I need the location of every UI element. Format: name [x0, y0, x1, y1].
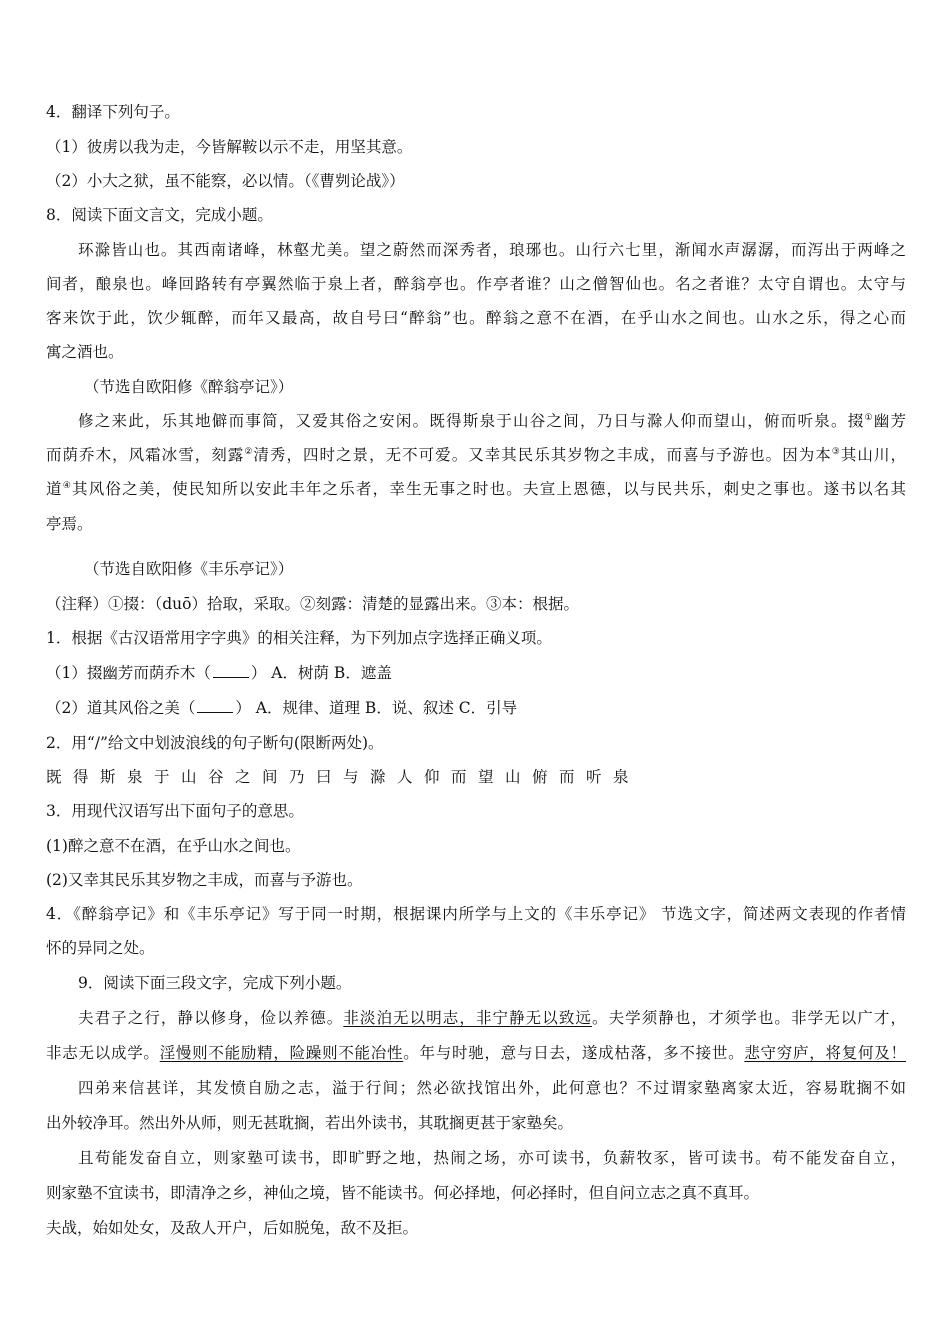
passage-a-line-2: 间者，酿泉也。峰回路转有亭翼然临于泉上者，醉翁亭也。作亭者谁？山之僧智仙也。名之者谁？太守自谓也。太守与: [46, 275, 906, 293]
sub4-line-1: 4．《醉翁亭记》和《丰乐亭记》写于同一时期，根据课内所学与上文的《丰乐亭记》 节选文字，简述两文表现的作者情: [46, 905, 906, 923]
q4-title: 4．翻译下列句子。: [46, 103, 180, 121]
q9-para3-line-2: 则家塾不宜读书，即清净之乡，神仙之境，皆不能读书。何必择地，何必择时，但自问立志之真不真耳。: [46, 1184, 760, 1202]
q4-sentence-2: （2）小大之狱，虽不能察，必以情。（《曹刿论战》）: [46, 172, 405, 190]
sub1-title: 1．根据《古汉语常用字字典》的相关注释，为下列加点字选择正确义项。: [46, 629, 552, 647]
q9-title: 9．阅读下面三段文字，完成下列小题。: [78, 974, 352, 992]
q9-para4: 夫战，始如处女，及敌人开户，后如脱兔，敌不及拒。: [46, 1219, 419, 1237]
sub1-item-1: （1）掇幽芳而荫乔木（ ） A．树荫 B．遮盖: [46, 664, 392, 682]
footnote-marker-4: ④: [62, 480, 72, 491]
q9-para1-line-1: 夫君子之行，静以修身，俭以养德。非淡泊无以明志，非宁静无以致远。夫学须静也，才须学也。非学无以广才，: [78, 1009, 906, 1027]
q8-title: 8．阅读下面文言文，完成小题。: [46, 206, 273, 224]
underlined-sentence-3: 悲守穷庐，将复何及！: [744, 1044, 906, 1062]
sub3-sentence-1: (1)醉之意不在酒，在乎山水之间也。: [46, 837, 301, 855]
passage-b-source: （节选自欧阳修《丰乐亭记》）: [84, 560, 294, 578]
q4-sentence-1: （1）彼虏以我为走，今皆解鞍以示不走，用坚其意。: [46, 138, 413, 156]
sub1-item-2: （2）道其风俗之美（ ） A．规律、道理 B．说、叙述 C．引导: [46, 699, 518, 717]
passage-b-line-3: 道④其风俗之美，使民知所以安此丰年之乐者，幸生无事之时也。夫宣上恩德，以与民共乐，刺史之事也。遂书以名其: [46, 480, 906, 498]
passage-b-line-2: 而荫乔木，风霜冰雪，刻露②清秀，四时之景，无不可爱。又幸其民乐其岁物之丰成，而喜与予游也。因为本③其山川，: [46, 446, 906, 464]
answer-blank[interactable]: [213, 663, 249, 678]
q9-para2-line-2: 出外较净耳。然出外从师，则无甚耽搁，若出外读书，其耽搁更甚于家塾矣。: [46, 1114, 574, 1132]
sub3-sentence-2: (2)又幸其民乐其岁物之丰成，而喜与予游也。: [46, 871, 363, 889]
sub3-title: 3．用现代汉语写出下面句子的意思。: [46, 802, 304, 820]
passage-a-line-4: 寓之酒也。: [46, 343, 124, 361]
underlined-sentence-1: 非淡泊无以明志，非宁静无以致远: [343, 1009, 593, 1027]
footnote-marker-2: ②: [244, 446, 254, 457]
q9-para2-line-1: 四弟来信甚详，其发愤自励之志，溢于行间；然必欲找馆出外，此何意也？不过谓家塾离家太近，容易耽搁不如: [78, 1079, 906, 1097]
passage-a-source: （节选自欧阳修《醉翁亭记》）: [84, 378, 294, 396]
sub2-sentence: 既得斯泉于山谷之间乃曰与滁人仰而望山俯而听泉: [46, 768, 641, 786]
passage-a-line-1: 环滁皆山也。其西南诸峰，林壑尤美。望之蔚然而深秀者，琅琊也。山行六七里，渐闻水声潺潺，而泻出于两峰之: [78, 241, 906, 259]
q9-para3-line-1: 且苟能发奋自立，则家塾可读书，即旷野之地，热闹之场，亦可读书，负薪牧豕，皆可读书。苟不能发奋自立，: [78, 1149, 906, 1167]
underlined-sentence-2: 淫慢则不能励精，险躁则不能冶性: [159, 1044, 404, 1062]
sub2-title: 2．用“/”给文中划波浪线的句子断句(限断两处)。: [46, 734, 384, 752]
sub4-line-2: 怀的异同之处。: [46, 939, 155, 957]
q9-para1-line-2: 非志无以成学。淫慢则不能励精，险躁则不能冶性。年与时驰，意与日去，遂成枯落，多不接世。悲守穷庐，将复何及！: [46, 1044, 906, 1062]
passage-a-line-3: 客来饮于此，饮少辄醉，而年又最高，故自号曰“醉翁”也。醉翁之意不在酒，在乎山水之间也。山水之乐，得之心而: [46, 309, 906, 327]
passage-b-line-1: 修之来此，乐其地僻而事简，又爱其俗之安闲。既得斯泉于山谷之间，乃日与滁人仰而望山，俯而听泉。掇①幽芳: [78, 412, 906, 430]
footnote-marker-1: ①: [864, 412, 874, 423]
answer-blank[interactable]: [197, 698, 233, 713]
footnote-marker-3: ③: [831, 446, 841, 457]
passage-b-line-4: 亭焉。: [46, 515, 93, 533]
annotations: （注释）①掇：（duō）拾取，采取。②刻露：清楚的显露出来。③本：根据。: [46, 595, 579, 613]
